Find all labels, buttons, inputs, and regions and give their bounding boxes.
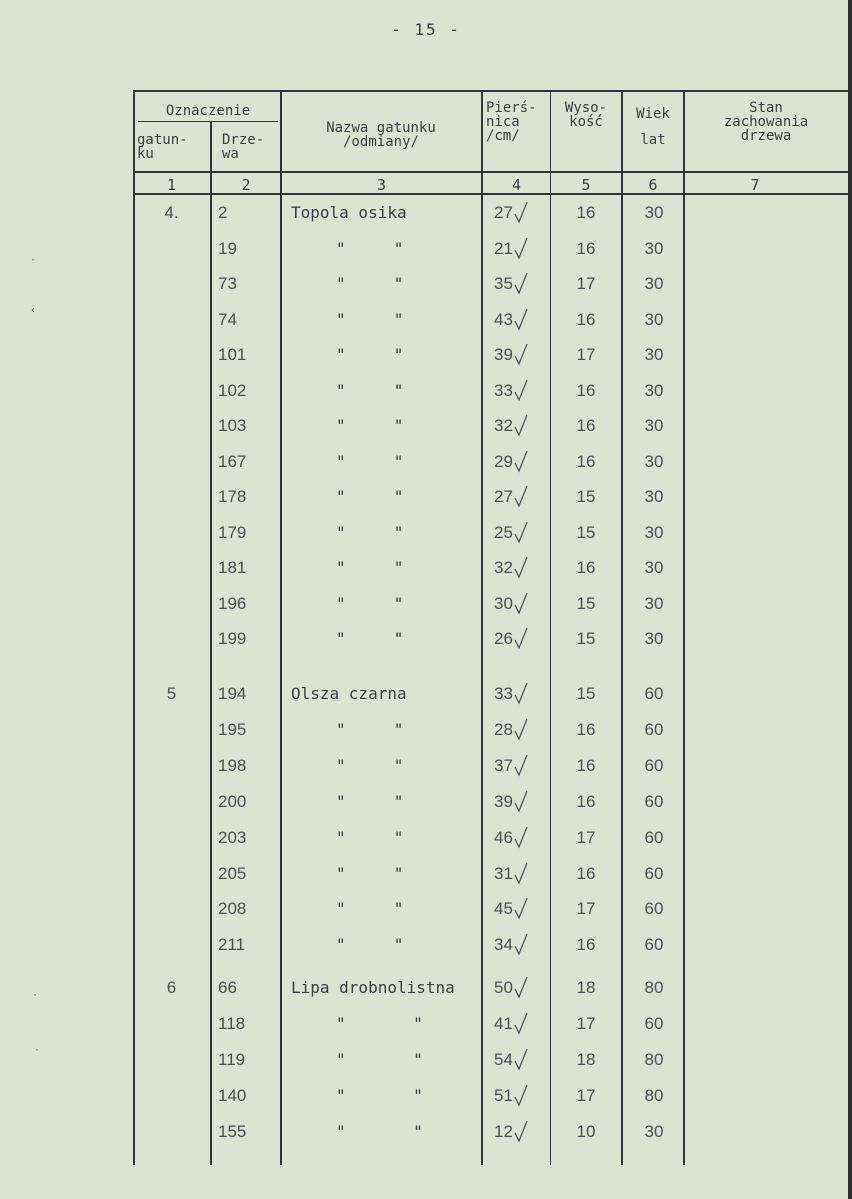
margin-speck: · — [30, 255, 37, 266]
cell-drzewo: 118 — [218, 1013, 246, 1033]
cell-drzewo: 198 — [218, 755, 247, 775]
cell-wiek: 30 — [644, 487, 664, 506]
cell-wiek: 80 — [644, 1049, 664, 1069]
cell-wysokosc: 15 — [576, 522, 596, 542]
cell-drzewo: 178 — [218, 487, 247, 506]
cell-piersnica: 12 — [494, 1121, 513, 1141]
cell-piersnica: 32 — [494, 416, 513, 435]
cell-nazwa: " " — [336, 593, 404, 613]
checkmark-icon — [513, 236, 531, 262]
cell-piersnica: 39 — [494, 791, 513, 811]
cell-wiek: 60 — [644, 1013, 664, 1033]
cell-nazwa: " " — [336, 451, 404, 471]
checkmark-icon — [513, 753, 531, 779]
header-wysokosc: Wyso- kość — [564, 100, 608, 130]
cell-wysokosc: 16 — [576, 558, 596, 577]
cell-drzewo: 200 — [218, 791, 247, 811]
cell-wiek: 30 — [644, 522, 664, 542]
cell-piersnica: 33 — [494, 684, 513, 703]
checkmark-icon — [513, 591, 531, 617]
scan-edge — [848, 0, 852, 1199]
cell-wiek: 60 — [644, 827, 664, 847]
cell-wysokosc: 18 — [576, 978, 596, 997]
cell-nazwa: " " — [336, 309, 404, 329]
table-top-border — [133, 90, 848, 92]
cell-piersnica: 29 — [494, 451, 513, 471]
cell-drzewo: 181 — [218, 558, 247, 577]
cell-piersnica: 21 — [494, 238, 513, 258]
column-number-6: 6 — [648, 176, 658, 194]
cell-wysokosc: 16 — [576, 203, 596, 222]
header-stan: Stan zachowania drzewa — [723, 100, 809, 144]
cell-gatunek: 6 — [166, 978, 177, 997]
cell-nazwa: " " — [336, 416, 404, 435]
cell-wysokosc: 18 — [576, 1049, 596, 1069]
cell-wysokosc: 16 — [576, 791, 596, 811]
cell-piersnica: 51 — [494, 1085, 513, 1105]
checkmark-icon — [513, 861, 531, 887]
header-drzewa: Drze- wa — [222, 132, 265, 162]
checkmark-icon — [513, 1011, 531, 1037]
cell-nazwa: " " — [336, 755, 404, 775]
column-number-5: 5 — [581, 176, 591, 194]
cell-piersnica: 26 — [494, 629, 513, 648]
cell-nazwa: " " — [336, 935, 404, 955]
header-bottom-rule-1 — [133, 171, 848, 173]
cell-wysokosc: 16 — [576, 451, 596, 471]
cell-drzewo: 66 — [218, 978, 237, 997]
cell-drzewo: 2 — [218, 203, 228, 222]
checkmark-icon — [513, 378, 531, 404]
header-gatunku: gatun- ku — [137, 132, 188, 162]
cell-gatunek: 5 — [166, 684, 177, 703]
checkmark-icon — [513, 717, 531, 743]
cell-drzewo: 179 — [218, 522, 247, 542]
cell-piersnica: 25 — [494, 522, 513, 542]
checkmark-icon — [513, 449, 531, 475]
cell-nazwa: " " — [336, 522, 404, 542]
cell-nazwa: " " — [336, 1085, 423, 1105]
cell-nazwa: " " — [336, 487, 404, 506]
cell-wysokosc: 17 — [576, 827, 596, 847]
cell-wiek: 60 — [644, 935, 664, 955]
cell-drzewo: 119 — [218, 1049, 246, 1069]
cell-wysokosc: 15 — [576, 593, 596, 613]
cell-drzewo: 167 — [218, 451, 247, 471]
cell-wysokosc: 17 — [576, 1013, 596, 1033]
cell-wysokosc: 16 — [576, 309, 596, 329]
cell-piersnica: 31 — [494, 863, 513, 883]
cell-wysokosc: 15 — [576, 684, 596, 703]
column-number-2: 2 — [241, 176, 251, 194]
cell-wiek: 30 — [644, 309, 664, 329]
cell-wiek: 30 — [644, 629, 664, 648]
cell-nazwa: " " — [336, 899, 404, 919]
cell-nazwa: Topola osika — [291, 203, 407, 222]
checkmark-icon — [513, 200, 531, 226]
cell-wysokosc: 16 — [576, 755, 596, 775]
cell-drzewo: 102 — [218, 380, 247, 400]
cell-wiek: 60 — [644, 719, 664, 739]
cell-nazwa: " " — [336, 863, 404, 883]
checkmark-icon — [513, 520, 531, 546]
cell-nazwa: " " — [336, 719, 404, 739]
cell-drzewo: 103 — [218, 416, 247, 435]
cell-wysokosc: 16 — [576, 719, 596, 739]
column-number-4: 4 — [511, 176, 522, 194]
cell-drzewo: 196 — [218, 593, 247, 613]
col-divider-2 — [280, 90, 282, 1165]
cell-nazwa: " " — [336, 274, 404, 293]
cell-nazwa: " " — [336, 345, 404, 364]
cell-piersnica: 41 — [494, 1013, 513, 1033]
cell-wiek: 60 — [644, 755, 664, 775]
header-wiek: Wiek lat — [636, 106, 670, 148]
checkmark-icon — [513, 555, 531, 581]
cell-piersnica: 35 — [494, 274, 513, 293]
cell-piersnica: 39 — [494, 345, 513, 364]
cell-nazwa: " " — [336, 827, 404, 847]
cell-wiek: 30 — [644, 238, 664, 258]
cell-wiek: 30 — [644, 203, 664, 222]
cell-wysokosc: 16 — [576, 380, 596, 400]
cell-drzewo: 208 — [218, 899, 247, 919]
checkmark-icon — [513, 896, 531, 922]
cell-drzewo: 155 — [218, 1121, 247, 1141]
cell-wiek: 80 — [644, 1085, 664, 1105]
col-divider-4 — [550, 90, 551, 1165]
margin-speck: ‹ — [30, 305, 37, 316]
cell-wysokosc: 16 — [576, 238, 596, 258]
cell-nazwa: " " — [336, 1121, 423, 1141]
cell-gatunek: 4. — [164, 203, 179, 222]
checkmark-icon — [513, 1119, 531, 1145]
cell-wiek: 30 — [644, 416, 664, 435]
cell-wysokosc: 17 — [576, 899, 596, 919]
cell-wysokosc: 10 — [576, 1121, 596, 1141]
cell-piersnica: 45 — [494, 899, 513, 919]
header-piersnica: Pierś- nica /cm/ — [486, 100, 537, 144]
margin-speck: · — [34, 1045, 41, 1056]
cell-piersnica: 32 — [494, 558, 513, 577]
cell-wysokosc: 16 — [576, 935, 596, 955]
cell-drzewo: 195 — [218, 719, 247, 739]
checkmark-icon — [513, 932, 531, 958]
page-number: - 15 - — [391, 20, 461, 39]
checkmark-icon — [513, 789, 531, 815]
header-oznaczenie: Oznaczenie — [165, 103, 251, 119]
checkmark-icon — [513, 307, 531, 333]
cell-drzewo: 205 — [218, 863, 247, 883]
cell-nazwa: " " — [336, 238, 404, 258]
checkmark-icon — [513, 975, 531, 1001]
cell-wiek: 30 — [644, 345, 664, 364]
cell-wiek: 30 — [644, 593, 664, 613]
cell-wiek: 30 — [644, 451, 664, 471]
checkmark-icon — [513, 681, 531, 707]
cell-wysokosc: 17 — [576, 345, 596, 364]
cell-wiek: 30 — [644, 1121, 664, 1141]
cell-nazwa: " " — [336, 380, 404, 400]
cell-piersnica: 43 — [494, 309, 513, 329]
cell-nazwa: " " — [336, 1049, 423, 1069]
cell-wiek: 30 — [644, 558, 664, 577]
cell-drzewo: 74 — [218, 309, 237, 329]
checkmark-icon — [513, 1047, 531, 1073]
cell-piersnica: 37 — [494, 755, 513, 775]
cell-wiek: 60 — [644, 899, 664, 919]
cell-piersnica: 33 — [494, 380, 513, 400]
cell-drzewo: 203 — [218, 827, 247, 847]
cell-piersnica: 46 — [494, 827, 513, 847]
cell-wiek: 60 — [644, 684, 664, 703]
cell-wiek: 80 — [644, 978, 664, 997]
cell-wysokosc: 15 — [576, 487, 596, 506]
column-number-1: 1 — [166, 176, 177, 194]
checkmark-icon — [513, 413, 531, 439]
cell-piersnica: 54 — [494, 1049, 513, 1069]
checkmark-icon — [513, 626, 531, 652]
cell-drzewo: 73 — [218, 274, 237, 293]
cell-piersnica: 50 — [494, 978, 513, 997]
checkmark-icon — [513, 342, 531, 368]
cell-wysokosc: 16 — [576, 416, 596, 435]
cell-wysokosc: 16 — [576, 863, 596, 883]
cell-wiek: 30 — [644, 274, 664, 293]
column-number-3: 3 — [376, 176, 387, 194]
cell-piersnica: 30 — [494, 593, 513, 613]
cell-wiek: 30 — [644, 380, 664, 400]
checkmark-icon — [513, 1083, 531, 1109]
checkmark-icon — [513, 825, 531, 851]
col-divider-3 — [481, 90, 483, 1165]
cell-wysokosc: 17 — [576, 1085, 596, 1105]
col-divider-1 — [210, 122, 212, 1165]
cell-drzewo: 101 — [218, 345, 247, 364]
cell-piersnica: 34 — [494, 935, 513, 955]
cell-nazwa: " " — [336, 629, 404, 648]
margin-speck: · — [32, 990, 39, 1001]
column-number-7: 7 — [750, 176, 760, 194]
cell-wysokosc: 15 — [576, 629, 596, 648]
cell-piersnica: 28 — [494, 719, 513, 739]
cell-nazwa: Lipa drobnolistna — [291, 978, 455, 997]
cell-piersnica: 27 — [494, 203, 513, 222]
cell-nazwa: Olsza czarna — [291, 684, 407, 703]
cell-wysokosc: 17 — [576, 274, 596, 293]
cell-nazwa: " " — [336, 558, 404, 577]
cell-drzewo: 199 — [218, 629, 247, 648]
checkmark-icon — [513, 271, 531, 297]
cell-drzewo: 211 — [218, 935, 246, 955]
cell-nazwa: " " — [336, 791, 404, 811]
table-left-border — [133, 90, 135, 1165]
header-nazwa: Nazwa gatunku /odmiany/ — [326, 120, 436, 150]
cell-piersnica: 27 — [494, 487, 513, 506]
cell-nazwa: " " — [336, 1013, 423, 1033]
cell-drzewo: 194 — [218, 684, 247, 703]
checkmark-icon — [513, 484, 531, 510]
cell-wiek: 60 — [644, 791, 664, 811]
cell-wiek: 60 — [644, 863, 664, 883]
cell-drzewo: 140 — [218, 1085, 247, 1105]
oznaczenie-underline — [138, 121, 278, 122]
cell-drzewo: 19 — [218, 238, 237, 258]
